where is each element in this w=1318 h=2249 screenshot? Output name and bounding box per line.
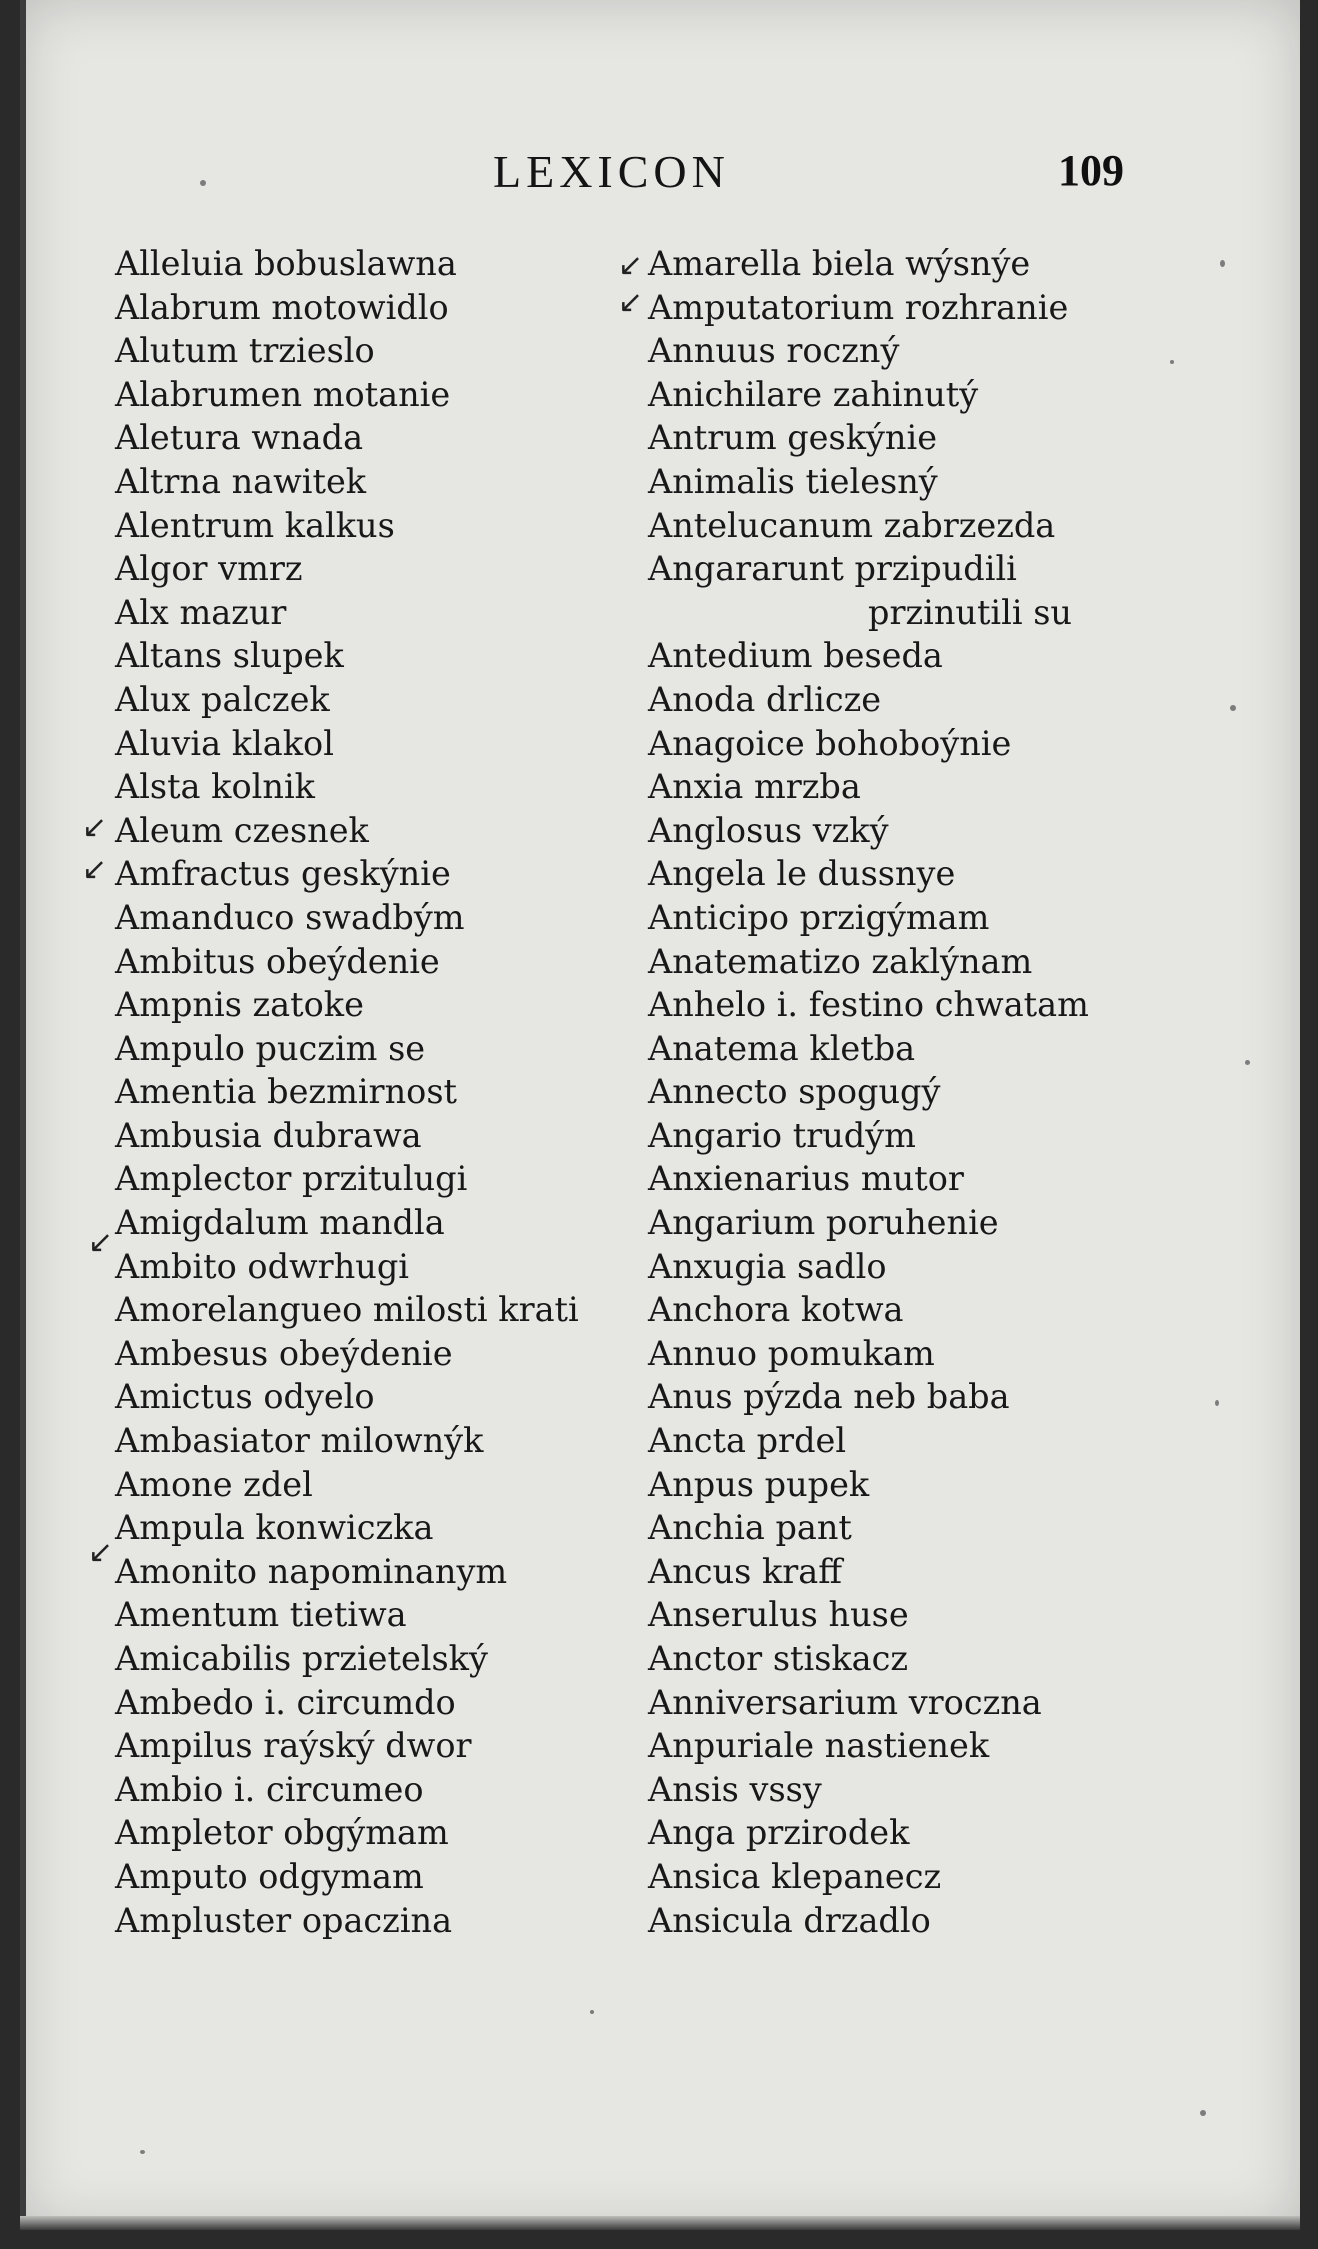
page-gutter-edge xyxy=(20,0,26,2230)
lexicon-entry: Amanduco swadbým xyxy=(115,897,465,937)
lexicon-entry: Alabrumen motanie xyxy=(115,374,451,414)
lexicon-entry: Amicabilis przietelský xyxy=(115,1639,488,1678)
lexicon-entry: Antelucanum zabrzezda xyxy=(648,505,1056,545)
lexicon-entry: Annuo pomukam xyxy=(648,1333,935,1373)
lexicon-entry: Ancus kraff xyxy=(648,1551,843,1591)
lexicon-entry: Alux palczek xyxy=(115,679,330,719)
margin-mark-arrow: ↙ xyxy=(82,810,108,845)
lexicon-entry: Anhelo i. festino chwatam xyxy=(648,985,1089,1025)
lexicon-entry: Annuus roczný xyxy=(648,331,900,371)
lexicon-entry: Amorelangueo milosti krati xyxy=(115,1290,579,1330)
lexicon-entry: Amictus odyelo xyxy=(115,1377,375,1417)
book-page xyxy=(20,0,1300,2230)
lexicon-entry: Ambio i. circumeo xyxy=(115,1769,424,1809)
lexicon-entry: Amonito napominanym xyxy=(115,1551,508,1591)
lexicon-entry: Anglosus vzký xyxy=(648,810,889,850)
lexicon-entry: Anichilare zahinutý xyxy=(648,374,979,414)
print-speck xyxy=(1170,360,1174,364)
print-speck xyxy=(140,2150,145,2154)
lexicon-entry: Ambesus obeýdenie xyxy=(115,1333,453,1373)
print-speck xyxy=(1220,260,1225,267)
lexicon-entry: Ampilus raýský dwor xyxy=(115,1726,472,1766)
lexicon-entry: Ancta prdel xyxy=(648,1421,847,1461)
print-speck xyxy=(590,2010,594,2014)
lexicon-entry: Ambitus obeýdenie xyxy=(115,941,440,981)
lexicon-entry: Anxienarius mutor xyxy=(648,1159,964,1199)
lexicon-entry: Anagoice bohoboýnie xyxy=(648,723,1012,763)
print-speck xyxy=(1245,1060,1250,1065)
page-number: 109 xyxy=(1058,146,1124,195)
lexicon-entry: Amfractus geskýnie xyxy=(115,854,451,894)
lexicon-entry: Alx mazur xyxy=(115,592,287,632)
lexicon-entry: Anserulus huse xyxy=(648,1595,909,1635)
lexicon-entry: Aluvia klakol xyxy=(115,723,334,763)
lexicon-entry: Anatema kletba xyxy=(648,1028,916,1068)
lexicon-entry: Amigdalum mandla xyxy=(115,1203,445,1243)
lexicon-entry: Antedium beseda xyxy=(648,636,943,676)
lexicon-entry: Altans slupek xyxy=(115,636,344,676)
lexicon-entry: Animalis tielesný xyxy=(648,461,938,501)
lexicon-entry: Angario trudým xyxy=(648,1115,916,1155)
lexicon-entry: Angela le dussnye xyxy=(648,854,956,894)
lexicon-entry: Anxia mrzba xyxy=(648,767,861,807)
running-title: LEXICON xyxy=(493,146,730,197)
lexicon-entry: Ampnis zatoke xyxy=(115,985,364,1025)
lexicon-entry: Ampluster opaczina xyxy=(115,1900,453,1940)
margin-mark-arrow: ↙ xyxy=(618,248,644,283)
lexicon-entry: Ambusia dubrawa xyxy=(115,1115,422,1155)
lexicon-entry: Ansica klepanecz xyxy=(648,1856,942,1896)
lexicon-entry: Ampula konwiczka xyxy=(115,1508,434,1548)
lexicon-entry: Amarella biela wýsnýe xyxy=(648,244,1031,283)
lexicon-entry: Alentrum kalkus xyxy=(115,505,395,545)
lexicon-entry: Angararunt przipudili xyxy=(648,549,1017,589)
lexicon-entry: Anus pýzda neb baba xyxy=(648,1377,1010,1417)
lexicon-entry: Anchora kotwa xyxy=(648,1290,904,1330)
lexicon-entry: Anxugia sadlo xyxy=(648,1246,887,1286)
print-speck xyxy=(1230,705,1236,711)
lexicon-entry: Anoda drlicze xyxy=(648,679,882,719)
lexicon-entry: Amplector przitulugi xyxy=(115,1159,468,1199)
lexicon-entry: Alutum trzieslo xyxy=(115,331,375,371)
lexicon-entry: Ambasiator milownýk xyxy=(115,1421,484,1461)
margin-mark-arrow: ↙ xyxy=(88,1535,114,1570)
lexicon-entry: Antrum geskýnie xyxy=(648,418,938,458)
lexicon-entry: Amputo odgymam xyxy=(115,1856,424,1896)
page-header xyxy=(20,145,1300,205)
lexicon-entry: przinutili su xyxy=(868,592,1072,632)
lexicon-entry: Anchia pant xyxy=(648,1508,852,1548)
lexicon-entry: Ansicula drzadlo xyxy=(648,1900,931,1940)
lexicon-entry: Ampulo puczim se xyxy=(115,1028,426,1068)
left-column xyxy=(115,242,579,1942)
lexicon-entry: Ambedo i. circumdo xyxy=(115,1682,456,1722)
lexicon-entry: Algor vmrz xyxy=(115,549,303,589)
print-speck xyxy=(200,180,206,186)
lexicon-entry: Anniversarium vroczna xyxy=(648,1682,1042,1722)
print-speck xyxy=(1215,1400,1219,1406)
print-speck xyxy=(1200,2110,1206,2116)
margin-mark-arrow: ↙ xyxy=(88,1225,114,1260)
lexicon-entry: Alleluia bobuslawna xyxy=(115,244,457,283)
lexicon-entry: Anga przirodek xyxy=(648,1813,910,1853)
lexicon-entry: Annecto spogugý xyxy=(648,1072,941,1112)
lexicon-entry: Anpus pupek xyxy=(648,1464,870,1504)
lexicon-entry: Altrna nawitek xyxy=(115,461,367,501)
lexicon-entry: Ampletor obgýmam xyxy=(115,1813,449,1853)
lexicon-entry: Amputatorium rozhranie xyxy=(648,287,1069,327)
lexicon-entry: Anctor stiskacz xyxy=(648,1639,909,1678)
lexicon-entry: Aleum czesnek xyxy=(115,810,369,850)
lexicon-entry: Amentia bezmirnost xyxy=(115,1072,457,1112)
lexicon-entry: Angarium poruhenie xyxy=(648,1203,999,1243)
right-column xyxy=(648,242,1089,1942)
lexicon-entry: Ambito odwrhugi xyxy=(115,1246,410,1286)
lexicon-entry: Anpuriale nastienek xyxy=(648,1726,990,1766)
lexicon-entry: Anatematizo zaklýnam xyxy=(648,941,1033,981)
lexicon-entry: Aletura wnada xyxy=(115,418,364,458)
lexicon-entry: Anticipo przigýmam xyxy=(648,897,990,937)
page-bottom-edge xyxy=(20,2216,1300,2230)
lexicon-entry: Ansis vssy xyxy=(648,1769,822,1809)
lexicon-entry: Alsta kolnik xyxy=(115,767,315,807)
margin-mark-arrow: ↙ xyxy=(82,852,108,887)
margin-mark-arrow: ↙ xyxy=(618,285,644,320)
lexicon-entry: Amone zdel xyxy=(115,1464,313,1504)
lexicon-entry: Amentum tietiwa xyxy=(115,1595,407,1635)
lexicon-entry: Alabrum motowidlo xyxy=(115,287,449,327)
